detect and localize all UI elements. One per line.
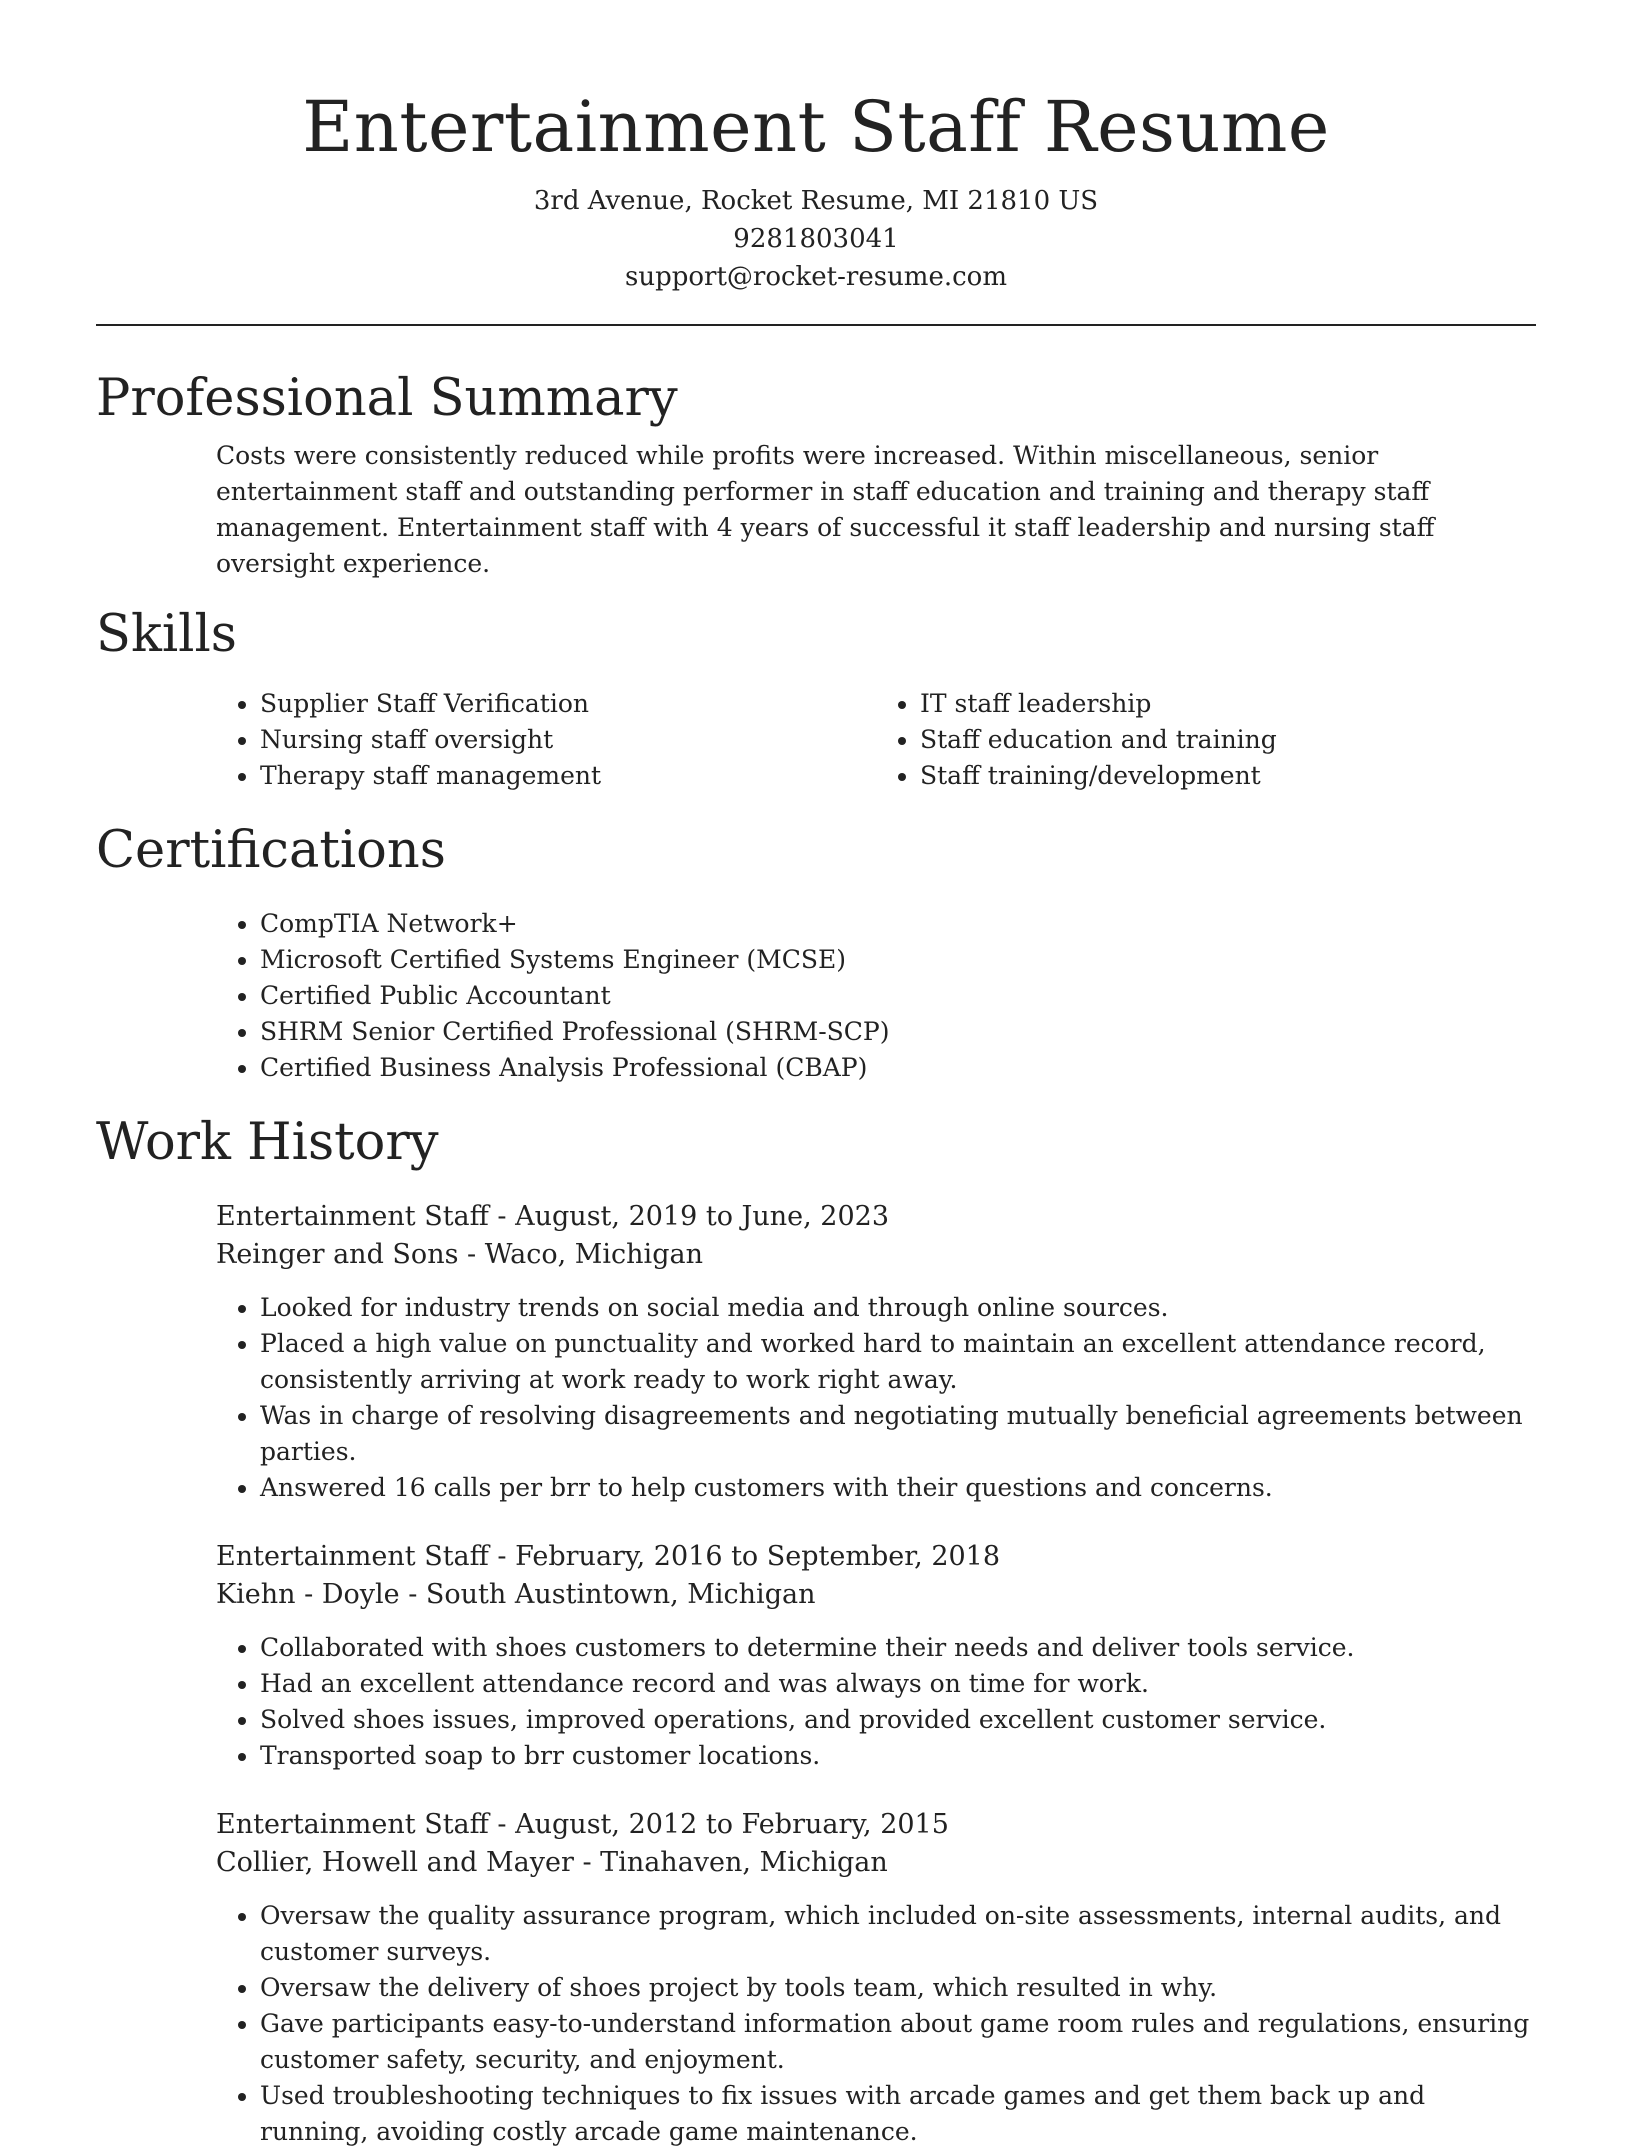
resume-header xyxy=(96,0,1536,296)
certifications-section xyxy=(96,818,1536,1086)
job-bullet: • Solved shoes issues, improved operations, and provided excellent customer service. xyxy=(260,1702,1536,1738)
header-divider xyxy=(96,324,1536,326)
certification-item: • Certified Business Analysis Professional (CBAP) xyxy=(260,1050,1536,1086)
job-bullets xyxy=(216,1290,1536,1506)
job-bullet: • Answered 16 calls per brr to help customers with their questions and concerns. xyxy=(260,1470,1536,1506)
certification-item: • Certified Public Accountant xyxy=(260,978,1536,1014)
job-company-line xyxy=(216,1844,1536,1882)
job-entry xyxy=(216,1198,1536,1506)
certification-item: • CompTIA Network+ xyxy=(260,906,1536,942)
skills-list-right xyxy=(876,686,1536,794)
job-title-line xyxy=(216,1538,1536,1576)
resume-title: Entertainment Staff Resume xyxy=(302,86,1330,168)
certifications-list xyxy=(216,906,1536,1086)
job-title-line xyxy=(216,1198,1536,1236)
skills-list-left xyxy=(216,686,876,794)
certification-item: • SHRM Senior Certified Professional (SHRM-SCP) xyxy=(260,1014,1536,1050)
resume-page xyxy=(96,0,1536,2150)
job-company: Kiehn - Doyle xyxy=(216,1579,400,1610)
job-entry xyxy=(216,1806,1536,2150)
job-role: Entertainment Staff xyxy=(216,1541,489,1572)
certifications-heading: Certifications xyxy=(96,821,446,880)
job-location: - South Austintown, Michigan xyxy=(399,1579,816,1610)
skills-section xyxy=(96,602,1536,794)
contact-address: 3rd Avenue, Rocket Resume, MI 21810 US xyxy=(533,186,1099,216)
certification-item: • Microsoft Certified Systems Engineer (MCSE) xyxy=(260,942,1536,978)
job-dates: - February, 2016 to September, 2018 xyxy=(488,1541,1001,1572)
job-location: - Tinahaven, Michigan xyxy=(573,1847,888,1878)
skill-item: • Staff training/development xyxy=(920,758,1536,794)
job-dates: - August, 2019 to June, 2023 xyxy=(488,1201,890,1232)
job-company: Collier, Howell and Mayer xyxy=(216,1847,574,1878)
skill-item: • IT staff leadership xyxy=(920,686,1536,722)
work-history-heading: Work History xyxy=(96,1113,439,1172)
job-dates: - August, 2012 to February, 2015 xyxy=(488,1809,949,1840)
skill-item: • Therapy staff management xyxy=(260,758,876,794)
summary-heading: Professional Summary xyxy=(96,369,678,428)
job-bullet: • Collaborated with shoes customers to determine their needs and deliver tools service. xyxy=(260,1630,1536,1666)
contact-phone: 9281803041 xyxy=(733,224,899,254)
work-history-section xyxy=(96,1110,1536,2150)
job-role: Entertainment Staff xyxy=(216,1809,489,1840)
job-bullets xyxy=(216,1898,1536,2150)
job-company: Reinger and Sons xyxy=(216,1239,459,1270)
job-bullet: • Gave participants easy-to-understand information about game room rules and regulations, ensuring customer safety, security, and enjoyment. xyxy=(260,2006,1536,2078)
job-bullet: • Transported soap to brr customer locations. xyxy=(260,1738,1536,1774)
summary-section xyxy=(96,366,1536,582)
job-bullet: • Used troubleshooting techniques to fix issues with arcade games and get them back up and running, avoiding costly arcade game maintenance. xyxy=(260,2078,1536,2150)
job-role: Entertainment Staff xyxy=(216,1201,489,1232)
summary-text: Costs were consistently reduced while profits were increased. Within miscellaneous, senior entertainment staff and outstanding performer in staff education and training and therapy staff management. Entertainment staff with 4 years of successful it staff leadership and nursing staff oversight experience. xyxy=(216,441,1435,578)
skill-item: • Staff education and training xyxy=(920,722,1536,758)
job-bullet: • Oversaw the delivery of shoes project by tools team, which resulted in why. xyxy=(260,1970,1536,2006)
skill-item: • Supplier Staff Verification xyxy=(260,686,876,722)
job-bullet: • Had an excellent attendance record and was always on time for work. xyxy=(260,1666,1536,1702)
contact-block xyxy=(96,182,1536,296)
job-bullets xyxy=(216,1630,1536,1774)
skill-item: • Nursing staff oversight xyxy=(260,722,876,758)
job-company-line xyxy=(216,1576,1536,1614)
job-location: - Waco, Michigan xyxy=(458,1239,703,1270)
job-title-line xyxy=(216,1806,1536,1844)
job-bullet: • Oversaw the quality assurance program, which included on-site assessments, internal audits, and customer surveys. xyxy=(260,1898,1536,1970)
job-entry xyxy=(216,1538,1536,1774)
job-bullet: • Placed a high value on punctuality and worked hard to maintain an excellent attendance record, consistently arriving at work ready to work right away. xyxy=(260,1326,1536,1398)
skills-grid xyxy=(216,686,1536,794)
job-bullet: • Was in charge of resolving disagreements and negotiating mutually beneficial agreements between parties. xyxy=(260,1398,1536,1470)
contact-email: support@rocket-resume.com xyxy=(624,262,1007,292)
skills-heading: Skills xyxy=(96,605,237,664)
job-bullet: • Looked for industry trends on social media and through online sources. xyxy=(260,1290,1536,1326)
job-company-line xyxy=(216,1236,1536,1274)
